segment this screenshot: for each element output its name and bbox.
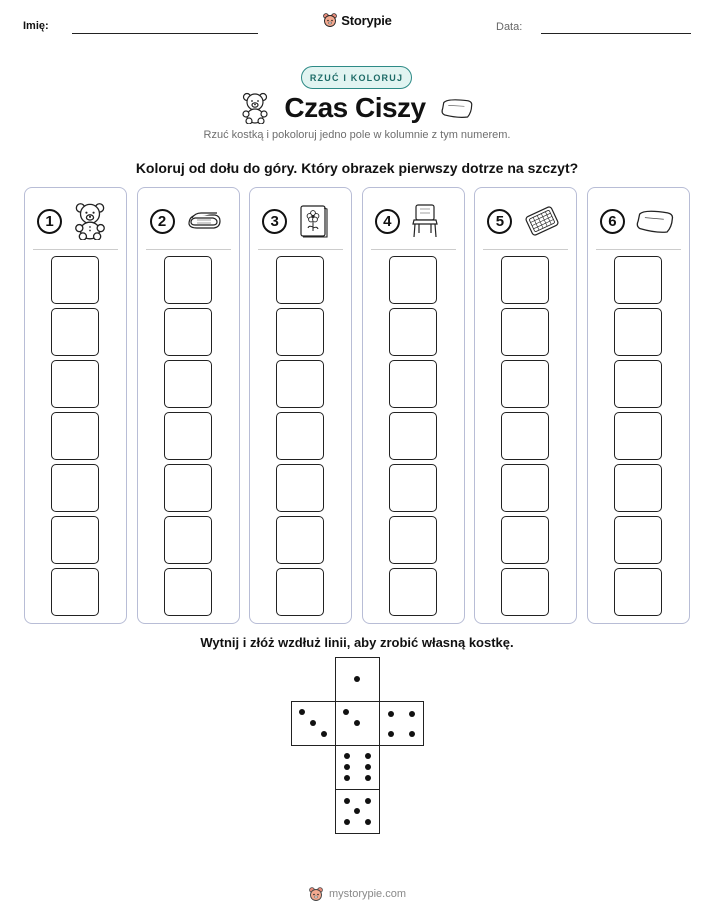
die-pip [388, 711, 394, 717]
die-pip [365, 798, 371, 804]
coloring-cells [389, 256, 437, 620]
column-number: 4 [375, 209, 400, 234]
coloring-cell[interactable] [276, 360, 324, 408]
teddy-bear-icon [72, 202, 108, 240]
date-line [541, 33, 691, 34]
dice-columns [24, 187, 690, 624]
die-pip [344, 753, 350, 759]
die-face-5 [335, 789, 380, 834]
column-header [138, 202, 239, 240]
column-header [475, 202, 576, 240]
coloring-cell[interactable] [614, 256, 662, 304]
coloring-cell[interactable] [501, 412, 549, 460]
die-face-1 [335, 657, 380, 702]
coloring-cell[interactable] [164, 360, 212, 408]
coloring-cell[interactable] [51, 412, 99, 460]
coloring-cell[interactable] [164, 568, 212, 616]
column-number: 5 [487, 209, 512, 234]
coloring-cells [501, 256, 549, 620]
pillow-icon [440, 96, 474, 120]
die-pip [344, 764, 350, 770]
column-header [250, 202, 351, 240]
coloring-cell[interactable] [389, 412, 437, 460]
coloring-cells [614, 256, 662, 620]
coloring-cell[interactable] [51, 568, 99, 616]
coloring-cell[interactable] [276, 308, 324, 356]
coloring-cell[interactable] [389, 256, 437, 304]
coloring-cell[interactable] [614, 360, 662, 408]
die-pip [310, 720, 316, 726]
coloring-cell[interactable] [614, 464, 662, 512]
die-pip [321, 731, 327, 737]
column-divider [596, 249, 681, 250]
die-pip [299, 709, 305, 715]
coloring-cell[interactable] [164, 256, 212, 304]
column-header [25, 202, 126, 240]
column-divider [258, 249, 343, 250]
die-pip [365, 753, 371, 759]
die-face-4 [379, 701, 424, 746]
brand-logo [0, 12, 714, 28]
coloring-cell[interactable] [51, 464, 99, 512]
die-pip [344, 819, 350, 825]
title-row [0, 88, 714, 128]
storypie-mascot-icon [308, 886, 324, 902]
column-5 [474, 187, 577, 624]
coloring-cell[interactable] [614, 568, 662, 616]
die-pip [365, 819, 371, 825]
brand-name: Storypie [341, 12, 392, 28]
coloring-cell[interactable] [51, 308, 99, 356]
coloring-cell[interactable] [389, 516, 437, 564]
column-divider [483, 249, 568, 250]
column-number: 2 [150, 209, 175, 234]
coloring-cell[interactable] [51, 360, 99, 408]
blanket-icon [185, 206, 223, 236]
coloring-cell[interactable] [276, 256, 324, 304]
activity-badge: RZUĆ I KOLORUJ [301, 66, 412, 89]
coloring-cell[interactable] [389, 308, 437, 356]
die-pip [365, 775, 371, 781]
coloring-cell[interactable] [389, 568, 437, 616]
pillow-icon [635, 206, 675, 236]
footer-url[interactable]: mystorypie.com [328, 888, 407, 900]
die-face-6 [335, 745, 380, 790]
name-line [72, 33, 258, 34]
column-number: 6 [600, 209, 625, 234]
column-number: 3 [262, 209, 287, 234]
coloring-cell[interactable] [614, 308, 662, 356]
coloring-cell[interactable] [614, 516, 662, 564]
coloring-cell[interactable] [389, 360, 437, 408]
teddy-bear-icon [240, 92, 270, 124]
coloring-cell[interactable] [614, 412, 662, 460]
column-4 [362, 187, 465, 624]
footer [0, 886, 714, 902]
coloring-cell[interactable] [276, 568, 324, 616]
die-pip [344, 775, 350, 781]
die-pip [343, 709, 349, 715]
coloring-cell[interactable] [164, 308, 212, 356]
die-pip [354, 676, 360, 682]
coloring-cells [276, 256, 324, 620]
coloring-cell[interactable] [501, 516, 549, 564]
date-label: Data: [496, 21, 523, 33]
coloring-cell[interactable] [501, 464, 549, 512]
column-divider [371, 249, 456, 250]
coloring-cells [164, 256, 212, 620]
column-divider [33, 249, 118, 250]
coloring-cell[interactable] [164, 412, 212, 460]
column-2 [137, 187, 240, 624]
cut-instruction: Wytnij i złóż wzdłuż linii, aby zrobić własną kostkę. [200, 635, 514, 650]
coloring-cell[interactable] [501, 360, 549, 408]
column-6 [587, 187, 690, 624]
coloring-cell[interactable] [501, 308, 549, 356]
coloring-cell[interactable] [51, 516, 99, 564]
die-pip [409, 711, 415, 717]
die-pip [409, 731, 415, 737]
die-pip [354, 808, 360, 814]
coloring-cell[interactable] [276, 516, 324, 564]
coloring-cell[interactable] [501, 568, 549, 616]
coloring-cell[interactable] [501, 256, 549, 304]
coloring-cell[interactable] [164, 516, 212, 564]
coloring-cell[interactable] [164, 464, 212, 512]
die-pip [365, 764, 371, 770]
die-pip [354, 720, 360, 726]
die-face-2 [335, 701, 380, 746]
column-header [588, 202, 689, 240]
die-pip [388, 731, 394, 737]
die-pip [344, 798, 350, 804]
column-3 [249, 187, 352, 624]
die-face-3 [291, 701, 336, 746]
column-header [363, 202, 464, 240]
subtitle: Rzuć kostką i pokoloruj jedno pole w kolumnie z tym numerem. [203, 129, 511, 141]
coloring-cells [51, 256, 99, 620]
chair-icon [410, 202, 440, 240]
storypie-mascot-icon [322, 12, 338, 28]
coloring-cell[interactable] [389, 464, 437, 512]
coloring-cell[interactable] [51, 256, 99, 304]
column-divider [146, 249, 231, 250]
column-number: 1 [37, 209, 62, 234]
name-label: Imię: [23, 20, 49, 32]
instruction-text: Koloruj od dołu do góry. Który obrazek pierwszy dotrze na szczyt? [135, 160, 579, 176]
column-1 [24, 187, 127, 624]
coloring-cell[interactable] [276, 464, 324, 512]
coloring-cell[interactable] [276, 412, 324, 460]
page-title: Czas Ciszy [284, 92, 426, 123]
picture-book-icon [297, 203, 329, 239]
mat-icon [522, 205, 562, 237]
